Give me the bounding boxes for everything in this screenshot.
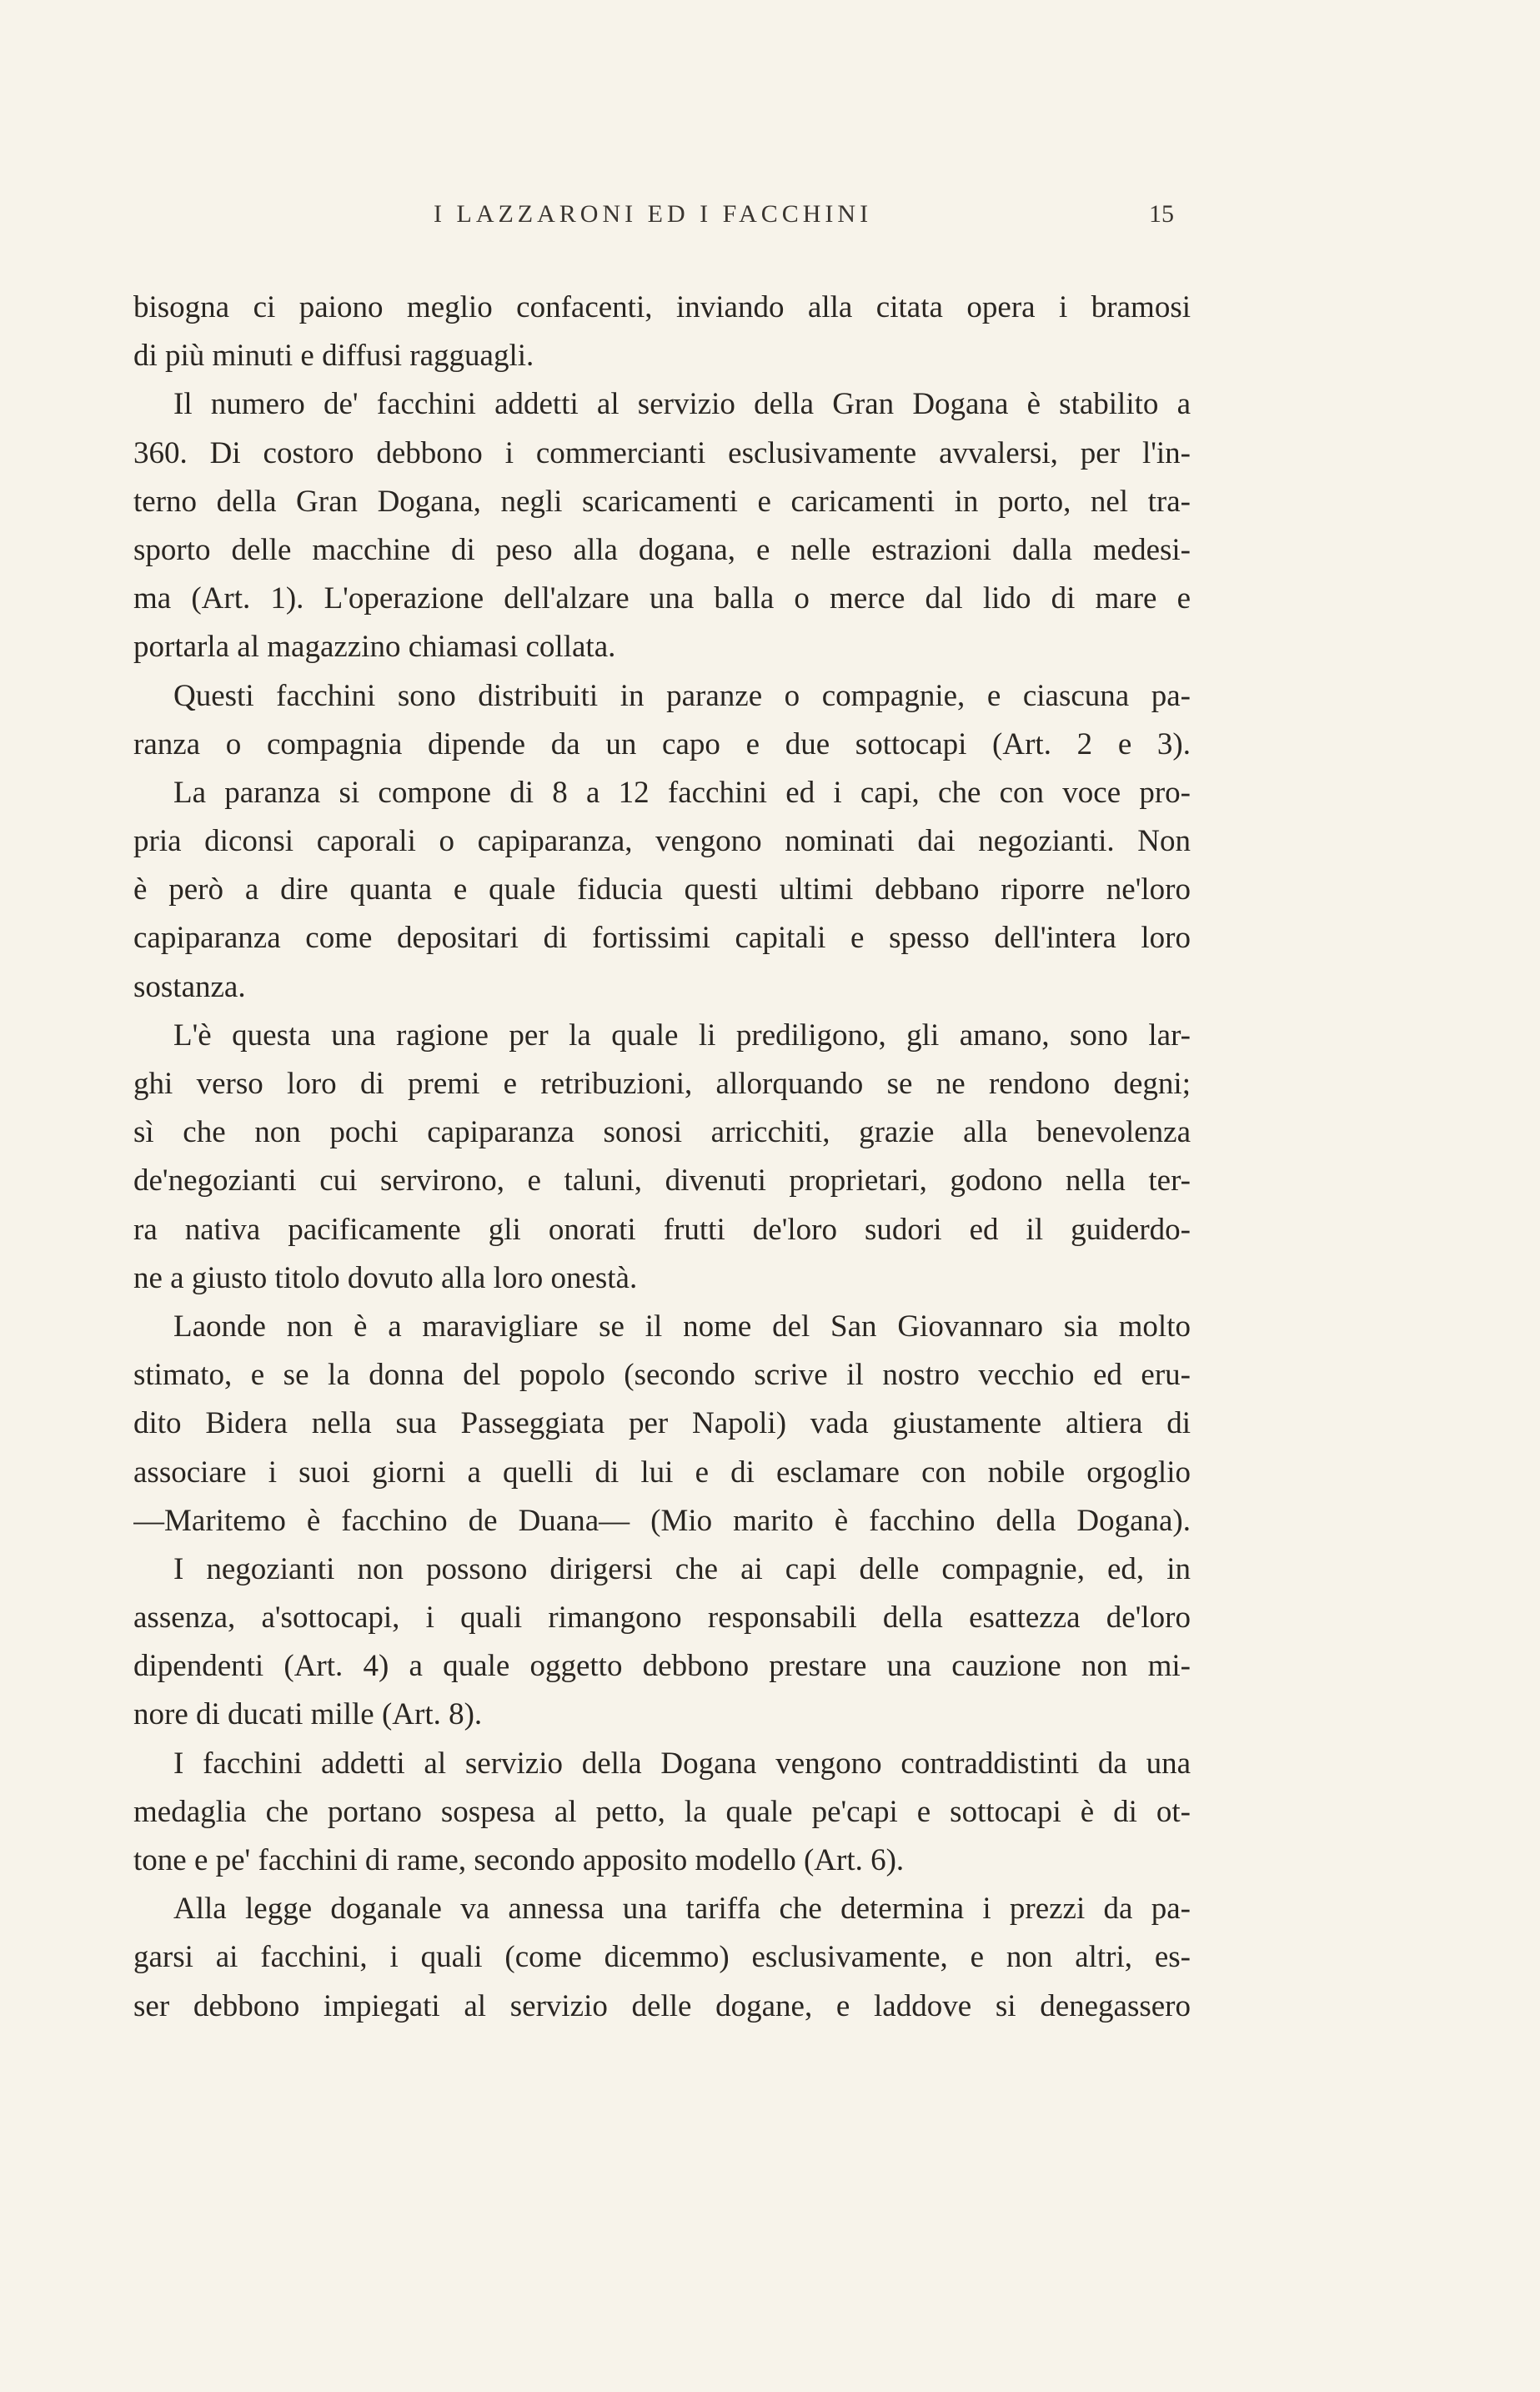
text-line: Alla legge doganale va annessa una tariffa che determina i prezzi da pa- — [173, 1892, 1191, 1927]
page-number: 15 — [1149, 200, 1174, 228]
text-line: è però a dire quanta e quale fiducia questi ultimi debbano riporre ne'loro — [133, 872, 1191, 907]
text-line: ghi verso loro di premi e retribuzioni, allorquando se ne rendono degni; — [133, 1067, 1191, 1101]
text-line: terno della Gran Dogana, negli scaricamenti e caricamenti in porto, nel tra- — [133, 484, 1191, 519]
text-line: ranza o compagnia dipende da un capo e due sottocapi (Art. 2 e 3). — [133, 726, 1191, 761]
text-line: ne a giusto titolo dovuto alla loro onestà. — [133, 1260, 638, 1295]
text-line: sì che non pochi capiparanza sonosi arricchiti, grazie alla benevolenza — [133, 1115, 1191, 1150]
text-line: I facchini addetti al servizio della Dogana vengono contraddistinti da una — [173, 1746, 1191, 1781]
text-line: stimato, e se la donna del popolo (secondo scrive il nostro vecchio ed eru- — [133, 1358, 1191, 1393]
text-line: dito Bidera nella sua Passeggiata per Napoli) vada giustamente altiera di — [133, 1406, 1191, 1441]
text-line: medaglia che portano sospesa al petto, la quale pe'capi e sottocapi è di ot- — [133, 1794, 1191, 1829]
text-line: Il numero de' facchini addetti al servizio della Gran Dogana è stabilito a — [173, 387, 1191, 422]
text-line: pria diconsi caporali o capiparanza, vengono nominati dai negozianti. Non — [133, 824, 1191, 859]
text-line: ra nativa pacificamente gli onorati frutti de'loro sudori ed il guiderdo- — [133, 1212, 1191, 1247]
body-text — [133, 284, 1191, 2031]
text-line: L'è questa una ragione per la quale li prediligono, gli amano, sono lar- — [173, 1018, 1191, 1053]
running-title: I LAZZARONI ED I FACCHINI — [434, 200, 873, 228]
text-line: La paranza si compone di 8 a 12 facchini ed i capi, che con voce pro- — [173, 775, 1191, 810]
text-line: —Maritemo è facchino de Duana— (Mio marito è facchino della Dogana). — [133, 1503, 1191, 1538]
text-line: associare i suoi giorni a quelli di lui e di esclamare con nobile orgoglio — [133, 1455, 1191, 1490]
page-header — [0, 200, 1540, 242]
text-line: garsi ai facchini, i quali (come dicemmo) esclusivamente, e non altri, es- — [133, 1940, 1191, 1975]
text-line: di più minuti e diffusi ragguagli. — [133, 339, 534, 374]
text-line: dipendenti (Art. 4) a quale oggetto debbono prestare una cauzione non mi- — [133, 1649, 1191, 1684]
text-line: bisogna ci paiono meglio confacenti, inviando alla citata opera i bramosi — [133, 290, 1191, 324]
text-line: nore di ducati mille (Art. 8). — [133, 1697, 483, 1732]
text-line: Laonde non è a maravigliare se il nome del San Giovannaro sia molto — [173, 1309, 1191, 1344]
text-line: tone e pe' facchini di rame, secondo apposito modello (Art. 6). — [133, 1843, 905, 1877]
text-line: ma (Art. 1). L'operazione dell'alzare una balla o merce dal lido di mare e — [133, 581, 1191, 616]
text-line: 360. Di costoro debbono i commercianti esclusivamente avvalersi, per l'in- — [133, 435, 1191, 470]
text-line: Questi facchini sono distribuiti in paranze o compagnie, e ciascuna pa- — [173, 678, 1191, 713]
text-line: I negozianti non possono dirigersi che ai capi delle compagnie, ed, in — [173, 1551, 1191, 1586]
text-line: sporto delle macchine di peso alla dogana, e nelle estrazioni dalla medesi- — [133, 532, 1191, 567]
text-line: portarla al magazzino chiamasi collata. — [133, 630, 616, 665]
text-line: ser debbono impiegati al servizio delle dogane, e laddove si denegassero — [133, 1988, 1191, 2023]
text-line: assenza, a'sottocapi, i quali rimangono responsabili della esattezza de'loro — [133, 1601, 1191, 1636]
text-line: capiparanza come depositari di fortissimi capitali e spesso dell'intera loro — [133, 921, 1191, 956]
text-line: sostanza. — [133, 969, 246, 1004]
text-line: de'negozianti cui servirono, e taluni, divenuti proprietari, godono nella ter- — [133, 1163, 1191, 1199]
